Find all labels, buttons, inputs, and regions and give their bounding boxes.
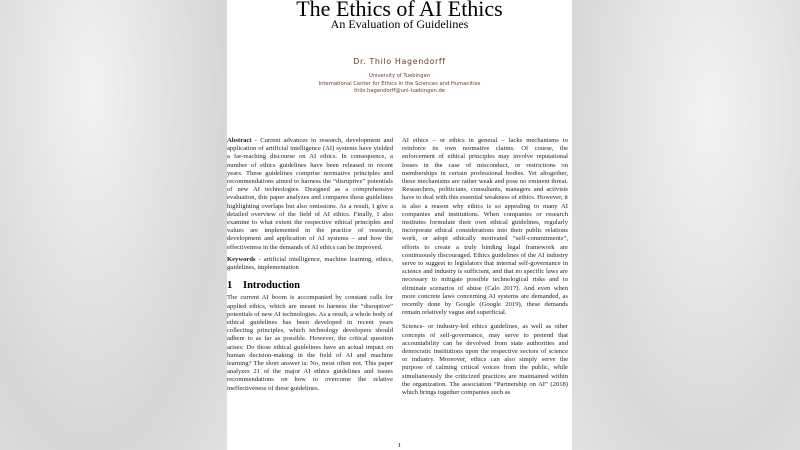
author-email: thilo.hagendorff@uni-tuebingen.de <box>354 88 445 95</box>
affiliation-center: International Center for Ethics in the Sciences and Humanities <box>318 80 481 87</box>
section-number: 1 <box>227 280 233 292</box>
abstract <box>227 137 393 252</box>
abstract-label: Abstract <box>227 137 252 144</box>
paper-title: The Ethics of AI Ethics <box>296 0 503 21</box>
section-title: Introduction <box>243 280 300 292</box>
right-column <box>402 137 568 397</box>
left-column <box>227 137 393 393</box>
section-heading <box>227 282 393 290</box>
background-left <box>0 0 227 450</box>
author-name: Dr. Thilo Hagendorff <box>353 57 446 66</box>
background-right <box>572 0 800 450</box>
keywords <box>227 256 393 272</box>
affiliation-university: University of Tuebingen <box>368 73 431 79</box>
keywords-label: Keywords <box>227 255 256 263</box>
body-paragraph-2: Science- or industry-led ethics guidelines, as well as other concepts of self-governance, may serve to pretend that accountability can be devolved from state authorities and democratic institutions upon the respective sectors of science or industry. Moreover, ethics can also simply serve the purpose of calming critical voices from the public, while simultaneously the criticized practices are maintained within the organization. The association “Partnership on AI” (2018) which brings together companies such as <box>402 323 568 397</box>
page-number: 1 <box>397 442 402 449</box>
keywords-text: - artificial intelligence, machine learning, ethics, guidelines, implementation <box>227 255 393 272</box>
abstract-text: - Current advances in research, development and application of artificial intelligence (AI) systems have yielded a far-reaching discourse on AI ethics. In consequence, a number of ethics guidelines have been released in recent years. These guidelines comprise normative principles and recommendations aimed to harness the “disruptive” potentials of new AI technologies. Designed as a comprehensive evaluation, this paper analyzes and compares these guidelines highlighting overlaps but also omissions. As a result, I give a detailed overview of the field of AI ethics. Finally, I also examine to what extent the respective ethical principles and values are implemented in the practice of research, development and application of AI systems – and how the effectiveness in the demands of AI ethics can be improved. <box>227 137 393 251</box>
paper-subtitle: An Evaluation of Guidelines <box>330 17 469 31</box>
body-paragraph-1: AI ethics – or ethics in general – lacks mechanisms to reinforce its own normative claims. Of course, the enforcement of ethical principles may involve reputational losses in the case of misconduct, or restrictions on memberships in certain professional bodies. Yet altogether, these mechanisms are rather weak and pose no eminent threat. Researchers, politicians, consultants, managers and activists have to deal with this essential weakness of ethics. However, it is also a reason why ethics is so appealing to many AI companies and institutions. When companies or research institutes formulate their own ethical guidelines, regularly incorporate ethical considerations into their public relations work, or adopt ethically motivated “self-commitments”, efforts to create a truly binding legal framework are continuously discouraged. Ethics guidelines of the AI industry serve to suggest to legislators that internal self-governance in science and industry is sufficient, and that no specific laws are necessary to mitigate possible technological risks and to eliminate scenarios of abuse (Calo 2017). And even when more concrete laws concerning AI systems are demanded, as recently done by Google (Google 2019), these demands remain relatively vague and superficial. <box>402 137 568 317</box>
intro-paragraph: The current AI boom is accompanied by constant calls for applied ethics, which are meant to harness the “disruptive” potentials of new AI technologies. As a result, a whole body of ethical guidelines has been developed in recent years collecting principles, which technology developers should adhere to as far as possible. However, the critical question arises: Do those ethical guidelines have an actual impact on human decision-making in the field of AI and machine learning? The short answer is: No, most often not. This paper analyzes 21 of the major AI ethics guidelines and issues recommendations on how to overcome the relative ineffectiveness of these guidelines. <box>227 294 393 392</box>
author-affiliation <box>227 73 572 96</box>
document-page <box>227 0 572 450</box>
